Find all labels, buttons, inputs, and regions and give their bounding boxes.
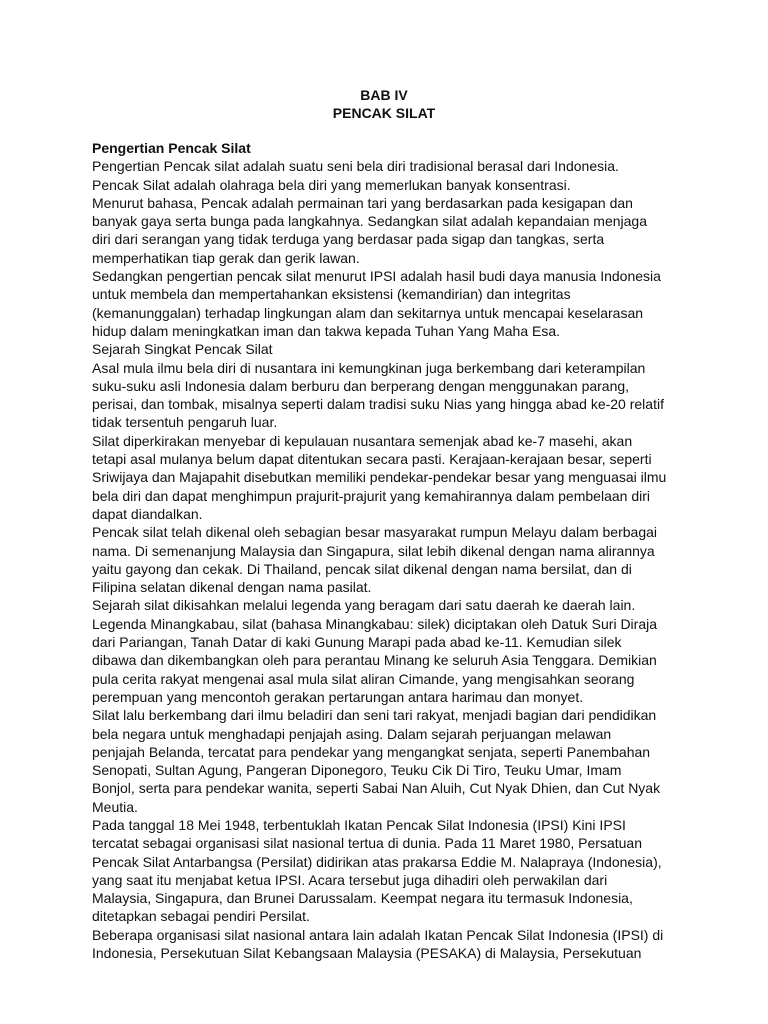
- text-line: Asal mula ilmu bela diri di nusantara ini kemungkinan juga berkembang dari keterampilan: [92, 359, 646, 376]
- chapter-title: PENCAK SILAT: [332, 105, 436, 121]
- text-line: tetapi asal mulanya belum dapat ditentukan secara pasti. Kerajaan-kerajaan besar, seperti: [92, 451, 652, 468]
- text-line: Sejarah silat dikisahkan melalui legenda yang beragam dari satu daerah ke daerah lain.: [92, 597, 636, 614]
- text-line: Bonjol, serta para pendekar wanita, seperti Sabai Nan Aluih, Cut Nyak Dhien, dan Cut Nyak: [92, 780, 661, 797]
- text-line: Sejarah Singkat Pencak Silat: [92, 341, 273, 358]
- text-line: yaitu gayong dan cekak. Di Thailand, pencak silat dikenal dengan nama bersilat, dan di: [92, 560, 632, 577]
- section-heading: Pengertian Pencak Silat: [92, 140, 251, 156]
- text-line: perisai, dan tombak, misalnya seperti dalam tradisi suku Nias yang hingga abad ke-20 relatif: [92, 396, 664, 413]
- text-line: Menurut bahasa, Pencak adalah permainan tari yang berdasarkan pada kesigapan dan: [92, 194, 633, 211]
- text-line: bela negara untuk menghadapi penjajah asing. Dalam sejarah perjuangan melawan: [92, 725, 612, 742]
- text-line: diri dari serangan yang tidak terduga yang berdasar pada sigap dan tangkas, serta: [92, 231, 605, 248]
- text-line: Senopati, Sultan Agung, Pangeran Diponegoro, Teuku Cik Di Tiro, Teuku Umar, Imam: [92, 762, 622, 779]
- text-line: (kemanunggalan) terhadap lingkungan alam dan sekitarnya untuk mencapai keselarasan: [92, 304, 644, 321]
- text-line: Pengertian Pencak silat adalah suatu seni bela diri tradisional berasal dari Indonesia.: [92, 158, 619, 175]
- text-line: suku-suku asli Indonesia dalam berburu dan berperang dengan menggunakan parang,: [92, 377, 630, 394]
- text-line: Pada tanggal 18 Mei 1948, terbentuklah Ikatan Pencak Silat Indonesia (IPSI) Kini IPSI: [92, 816, 626, 833]
- text-line: Sriwijaya dan Majapahit disebutkan memiliki pendekar-pendekar besar yang menguasai ilmu: [92, 469, 667, 486]
- text-line: hidup dalam meningkatkan iman dan takwa kepada Tuhan Yang Maha Esa.: [92, 322, 561, 339]
- text-line: Silat lalu berkembang dari ilmu beladiri dan seni tari rakyat, menjadi bagian dari pendidikan: [92, 707, 657, 724]
- text-line: Indonesia, Persekutuan Silat Kebangsaan Malaysia (PESAKA) di Malaysia, Persekutuan: [92, 945, 642, 962]
- text-line: Filipina selatan dikenal dengan nama pasilat.: [92, 579, 372, 596]
- paragraph-lines: [92, 157, 692, 962]
- text-line: Legenda Minangkabau, silat (bahasa Minangkabau: silek) diciptakan oleh Datuk Suri Diraja: [92, 615, 658, 632]
- text-line: Pencak silat telah dikenal oleh sebagian besar masyarakat rumpun Melayu dalam berbagai: [92, 524, 657, 541]
- text-line: penjajah Belanda, tercatat para pendekar yang mengangkat senjata, seperti Panembahan: [92, 743, 651, 760]
- text-line: ditetapkan sebagai pendiri Persilat.: [92, 908, 310, 925]
- text-line: Pencak Silat adalah olahraga bela diri yang memerlukan banyak konsentrasi.: [92, 176, 571, 193]
- text-line: pula cerita rakyat mengenai asal mula silat aliran Cimande, yang mengisahkan seorang: [92, 670, 635, 687]
- text-line: banyak gaya serta bunga pada langkahnya. Sedangkan silat adalah kepandaian menjaga: [92, 213, 647, 230]
- text-line: dibawa dan dikembangkan oleh para perantau Minang ke seluruh Asia Tenggara. Demikian: [92, 652, 657, 669]
- text-line: perempuan yang mencontoh gerakan pertarungan antara harimau dan monyet.: [92, 688, 584, 705]
- text-line: Meutia.: [92, 798, 138, 815]
- text-line: tercatat sebagai organisasi silat nasional tertua di dunia. Pada 11 Maret 1980, Persatuan: [92, 835, 642, 852]
- text-line: yang saat itu menjabat ketua IPSI. Acara tersebut juga dihadiri oleh perwakilan dari: [92, 871, 608, 888]
- text-line: dari Pariangan, Tanah Datar di kaki Gunung Marapi pada abad ke-11. Kemudian silek: [92, 634, 622, 651]
- text-line: Beberapa organisasi silat nasional antara lain adalah Ikatan Pencak Silat Indonesia (IPSI) di: [92, 926, 664, 943]
- text-line: untuk membela dan mempertahankan eksistensi (kemandirian) dan integritas: [92, 286, 571, 303]
- text-line: Sedangkan pengertian pencak silat menurut IPSI adalah hasil budi daya manusia Indonesia: [92, 268, 661, 285]
- chapter-number: BAB IV: [360, 87, 408, 103]
- text-line: Malaysia, Singapura, dan Brunei Darussalam. Keempat negara itu termasuk Indonesia,: [92, 890, 633, 907]
- text-line: memperhatikan tiap gerak dan gerik lawan.: [92, 249, 360, 266]
- text-line: Pencak Silat Antarbangsa (Persilat) didirikan atas prakarsa Eddie M. Nalapraya (Indonesia),: [92, 853, 662, 870]
- text-line: bela diri dan dapat menghimpun prajurit-prajurit yang kemahirannya dalam pembelaan diri: [92, 487, 650, 504]
- text-line: tidak tersentuh pengaruh luar.: [92, 414, 278, 431]
- body-text: [92, 139, 692, 962]
- text-line: Silat diperkirakan menyebar di kepulauan nusantara semenjak abad ke-7 masehi, akan: [92, 432, 633, 449]
- text-line: nama. Di semenanjung Malaysia dan Singapura, silat lebih dikenal dengan nama alirannya: [92, 542, 655, 559]
- text-line: dapat diandalkan.: [92, 505, 203, 522]
